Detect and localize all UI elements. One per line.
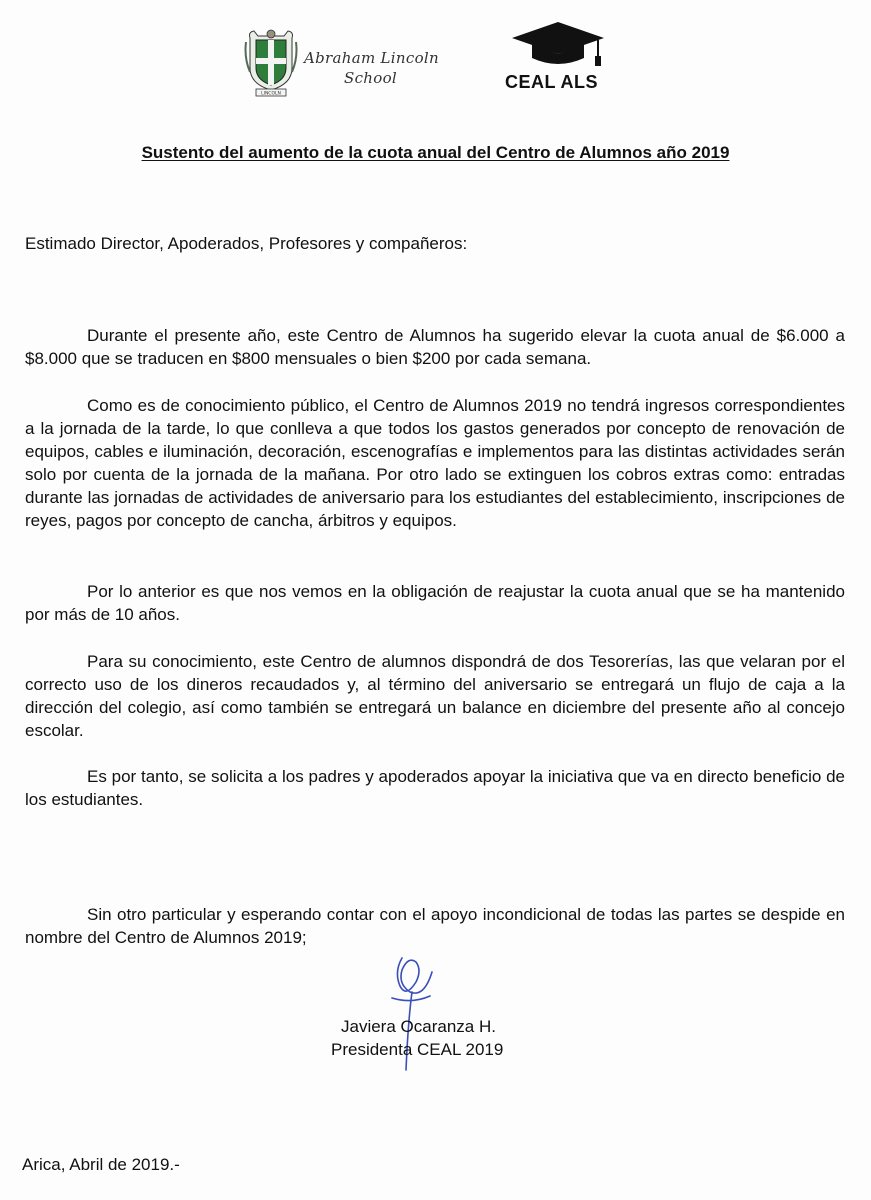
- letter-greeting: Estimado Director, Apoderados, Profesores y compañeros:: [25, 234, 468, 253]
- paragraph-3: Por lo anterior es que nos vemos en la obligación de reajustar la cuota anual que se ha mantenido por más de 10 años.: [25, 582, 845, 624]
- paragraph-2: Como es de conocimiento público, el Centro de Alumnos 2019 no tendrá ingresos correspondientes a la jornada de la tarde, lo que conlleva a que todos los gastos generados por concepto de renovación de equipos, cables e iluminación, decoración, escenografías e implementos para las distintas actividades serán solo por cuenta de la jornada de la mañana. Por otro lado se extinguen los cobros extras como: entradas durante las jornadas de actividades de aniversario para los estudiantes del establecimiento, inscripciones de reyes, pagos por concepto de cancha, árbitros y equipos.: [25, 396, 845, 530]
- signatory-role: Presidenta CEAL 2019: [331, 1040, 504, 1059]
- paragraph-5: Es por tanto, se solicita a los padres y apoderados apoyar la iniciativa que va en directo beneficio de los estudiantes.: [25, 767, 845, 809]
- paragraph-4: Para su conocimiento, este Centro de alumnos dispondrá de dos Tesorerías, las que velaran por el correcto uso de los dineros recaudados y, al término del aniversario se entregará un flujo de caja a la dirección del colegio, así como también se entregará un balance en diciembre del presente año al concejo escolar.: [25, 652, 845, 740]
- school-crest-logo: [244, 28, 298, 98]
- place-date: Arica, Abril de 2019.-: [22, 1155, 180, 1174]
- ceal-logo-text: CEAL ALS: [505, 72, 599, 92]
- signatory-name: Javiera Ocaranza H.: [341, 1017, 496, 1036]
- letter-title: Sustento del aumento de la cuota anual del Centro de Alumnos año 2019: [141, 143, 730, 162]
- school-name-line1: Abraham Lincoln: [304, 49, 439, 67]
- paragraph-closing: Sin otro particular y esperando contar con el apoyo incondicional de todas las partes se despide en nombre del Centro de Alumnos 2019;: [25, 905, 845, 947]
- paragraph-1: Durante el presente año, este Centro de Alumnos ha sugerido elevar la cuota anual de $6.000 a $8.000 que se traducen en $800 mensuales o bien $200 por cada semana.: [25, 326, 845, 368]
- graduation-cap-icon: [510, 20, 606, 70]
- school-name: [304, 48, 444, 88]
- school-name-line2: School: [344, 69, 397, 87]
- crest-ribbon-text: LINCOLN: [261, 91, 281, 97]
